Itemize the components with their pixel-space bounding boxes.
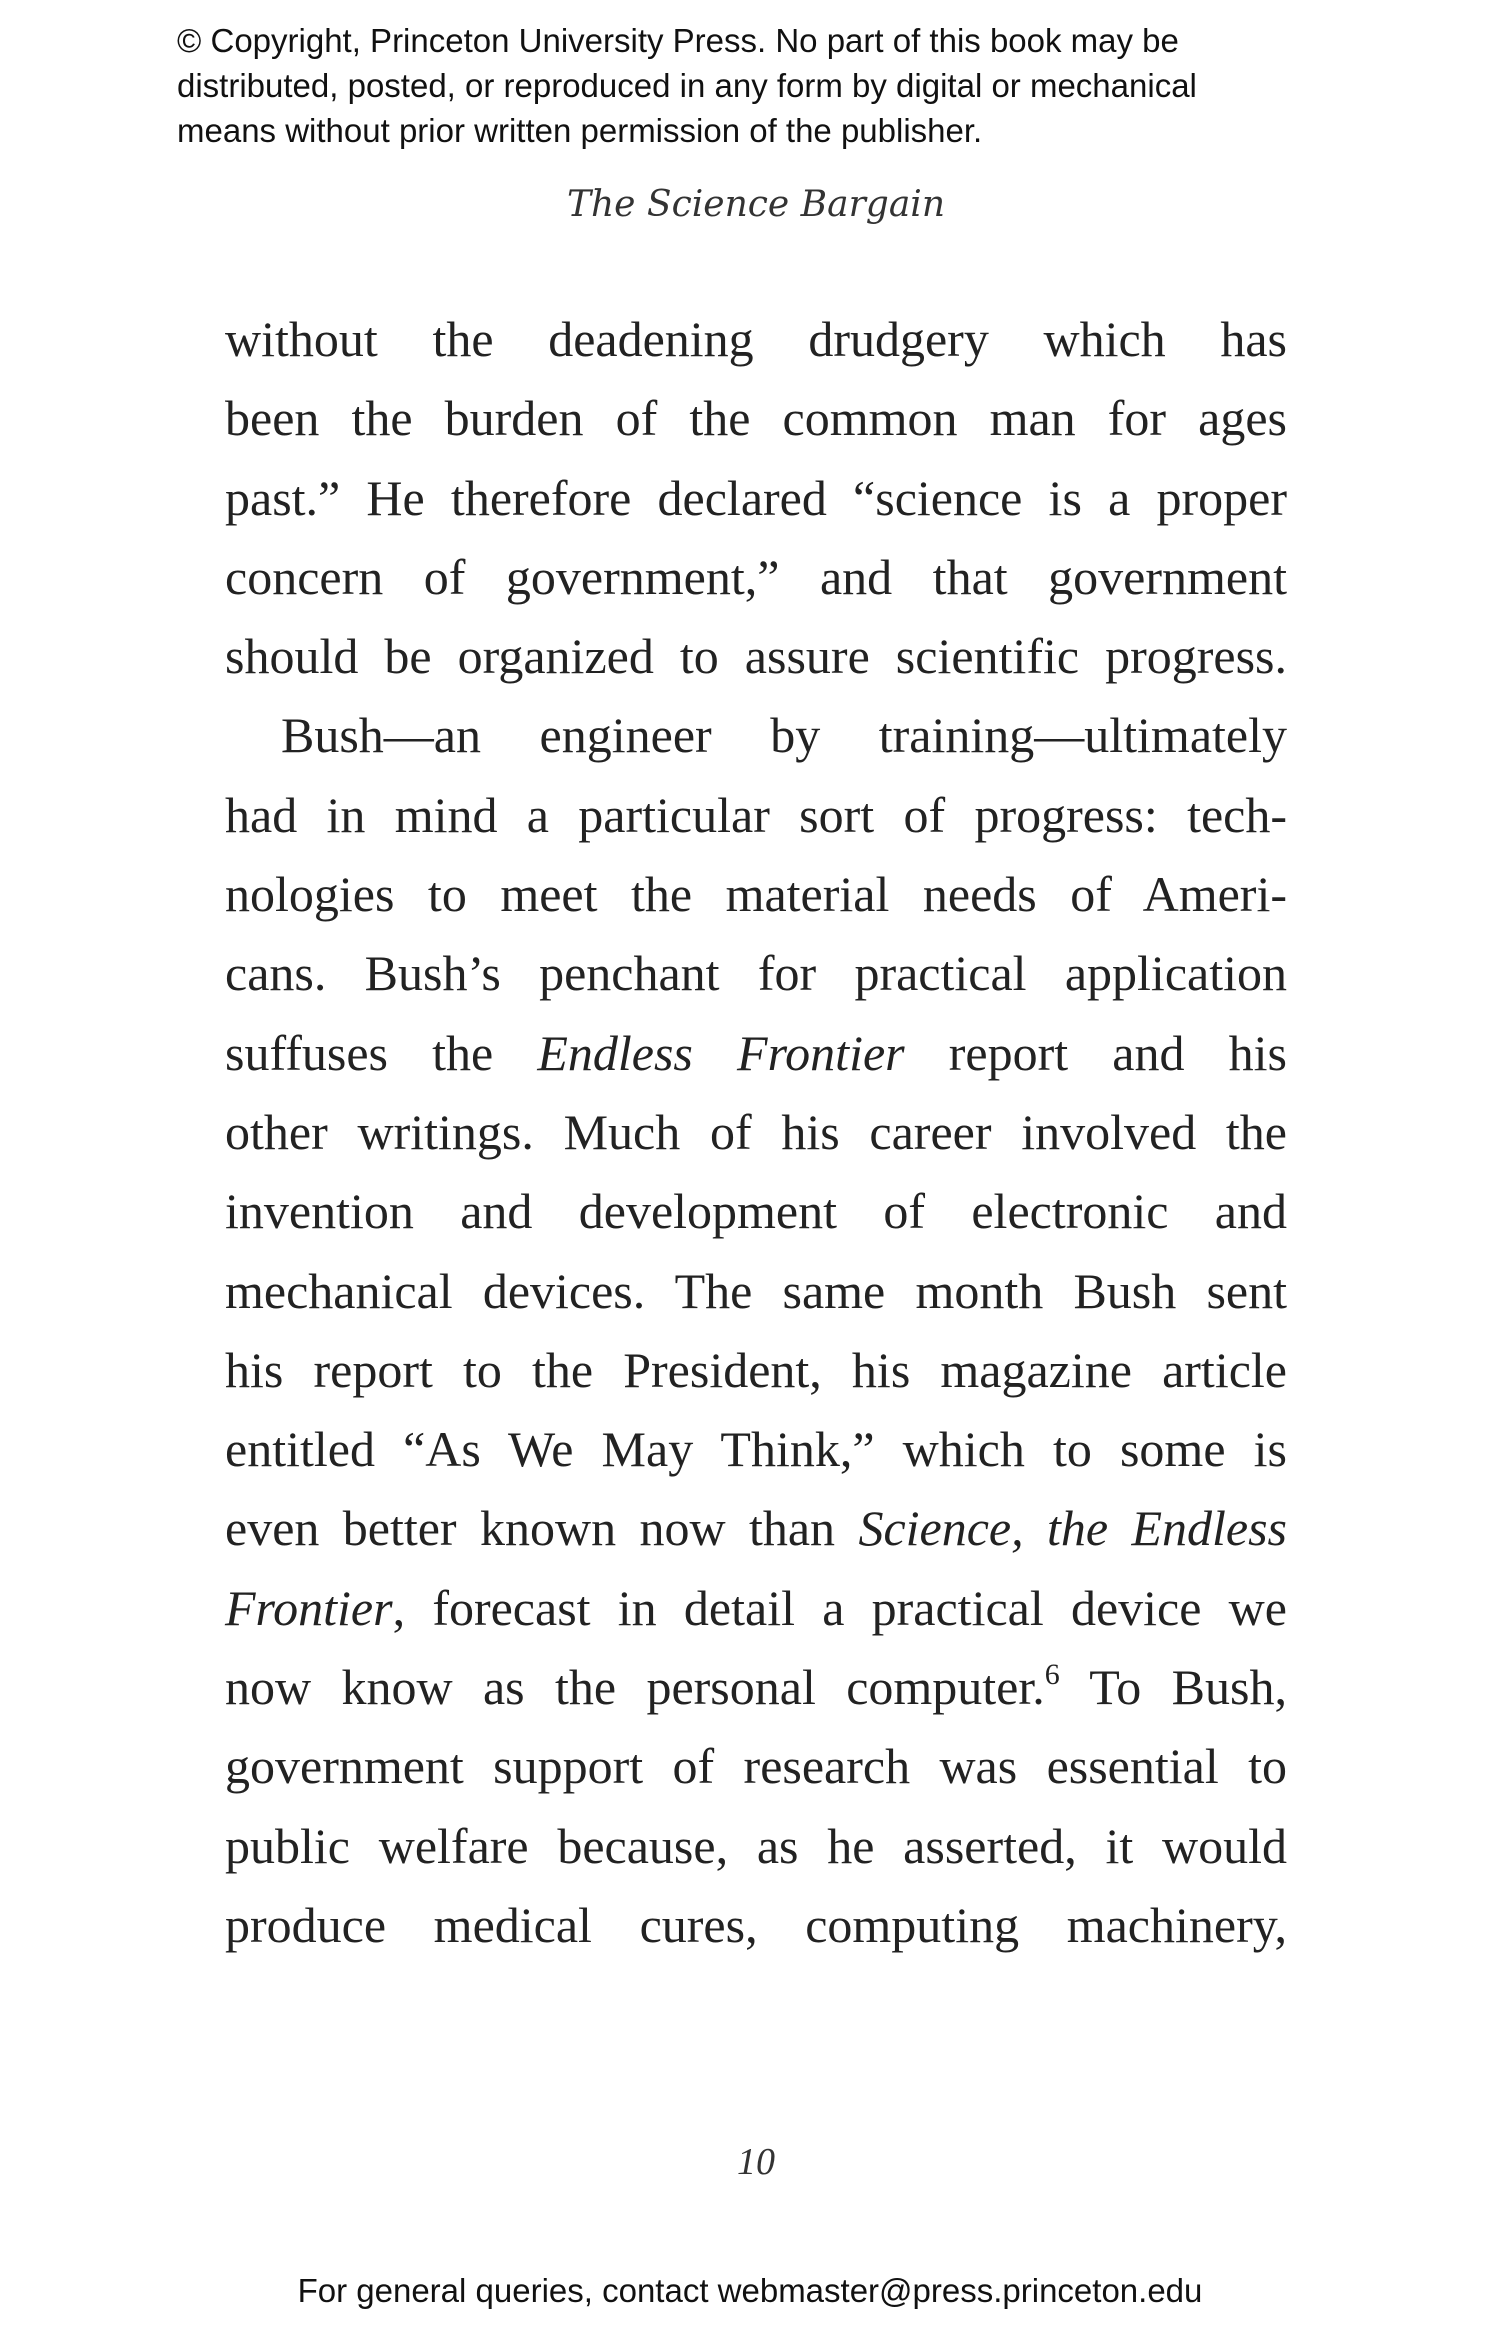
text-line (225, 1093, 1287, 1172)
text-segment: invention and development of electronic and (225, 1183, 1287, 1240)
text-segment: concern of government,” and that government (225, 548, 1287, 605)
text-segment: been the burden of the common man for ages (225, 390, 1287, 447)
text-segment: mechanical devices. The same month Bush sent (225, 1262, 1287, 1319)
text-line (225, 1252, 1287, 1331)
text-segment: government support of research was essential to (225, 1738, 1287, 1795)
text-segment: produce medical cures, computing machinery, (225, 1896, 1287, 1953)
text-line (225, 776, 1287, 855)
running-head: The Science Bargain (566, 184, 946, 225)
text-line (225, 1648, 1287, 1727)
text-line (225, 1410, 1287, 1489)
text-line (225, 1489, 1287, 1568)
text-segment: other writings. Much of his career involved the (225, 1103, 1287, 1160)
text-segment: now know as the personal computer. (225, 1659, 1045, 1716)
text-segment: his report to the President, his magazine article (225, 1341, 1287, 1398)
text-line (225, 855, 1287, 934)
text-line (225, 459, 1287, 538)
text-line (225, 379, 1287, 458)
text-segment: public welfare because, as he asserted, it would (225, 1817, 1287, 1874)
text-line (225, 1569, 1287, 1648)
copyright-line: means without prior written permission of the publisher. (177, 112, 983, 149)
body-text (225, 300, 1287, 1965)
copyright-notice (177, 18, 1197, 153)
page-number: 10 (737, 2141, 775, 2183)
text-segment: past.” He therefore declared “science is a proper (225, 469, 1287, 526)
text-segment: should be organized to assure scientific progress. (225, 628, 1287, 685)
text-segment: , forecast in detail a practical device we (392, 1579, 1287, 1636)
text-segment: entitled “As We May Think,” which to some is (225, 1421, 1287, 1478)
text-line (225, 1727, 1287, 1806)
text-segment: nologies to meet the material needs of Ameri- (225, 866, 1287, 923)
footer-contact: For general queries, contact webmaster@press.princeton.edu (297, 2272, 1203, 2309)
text-line (225, 1807, 1287, 1886)
text-segment: Bush—an engineer by training—ultimately (281, 707, 1287, 764)
text-segment: without the deadening drudgery which has (225, 311, 1287, 367)
text-segment: To Bush, (1059, 1659, 1287, 1716)
text-segment: report and his (904, 1024, 1287, 1081)
italic-text: Science, the Endless (858, 1500, 1287, 1557)
italic-text: Frontier (225, 1579, 393, 1636)
text-line (225, 1331, 1287, 1410)
text-segment: suffuses the (225, 1024, 538, 1081)
text-line (225, 1886, 1287, 1965)
text-segment: had in mind a particular sort of progress: tech- (225, 786, 1287, 843)
text-line (225, 1014, 1287, 1093)
text-line (225, 617, 1287, 696)
text-segment: cans. Bush’s penchant for practical application (225, 945, 1287, 1002)
copyright-line: © Copyright, Princeton University Press. No part of this book may be (177, 22, 1179, 59)
text-line (225, 934, 1287, 1013)
footnote-marker: 6 (1044, 1658, 1060, 1692)
text-line (225, 538, 1287, 617)
text-line (225, 300, 1287, 379)
text-line (225, 696, 1287, 775)
text-line (225, 1172, 1287, 1251)
italic-text: Endless Frontier (537, 1024, 905, 1081)
text-segment: even better known now than (225, 1500, 859, 1557)
copyright-line: distributed, posted, or reproduced in any form by digital or mechanical (177, 67, 1197, 104)
